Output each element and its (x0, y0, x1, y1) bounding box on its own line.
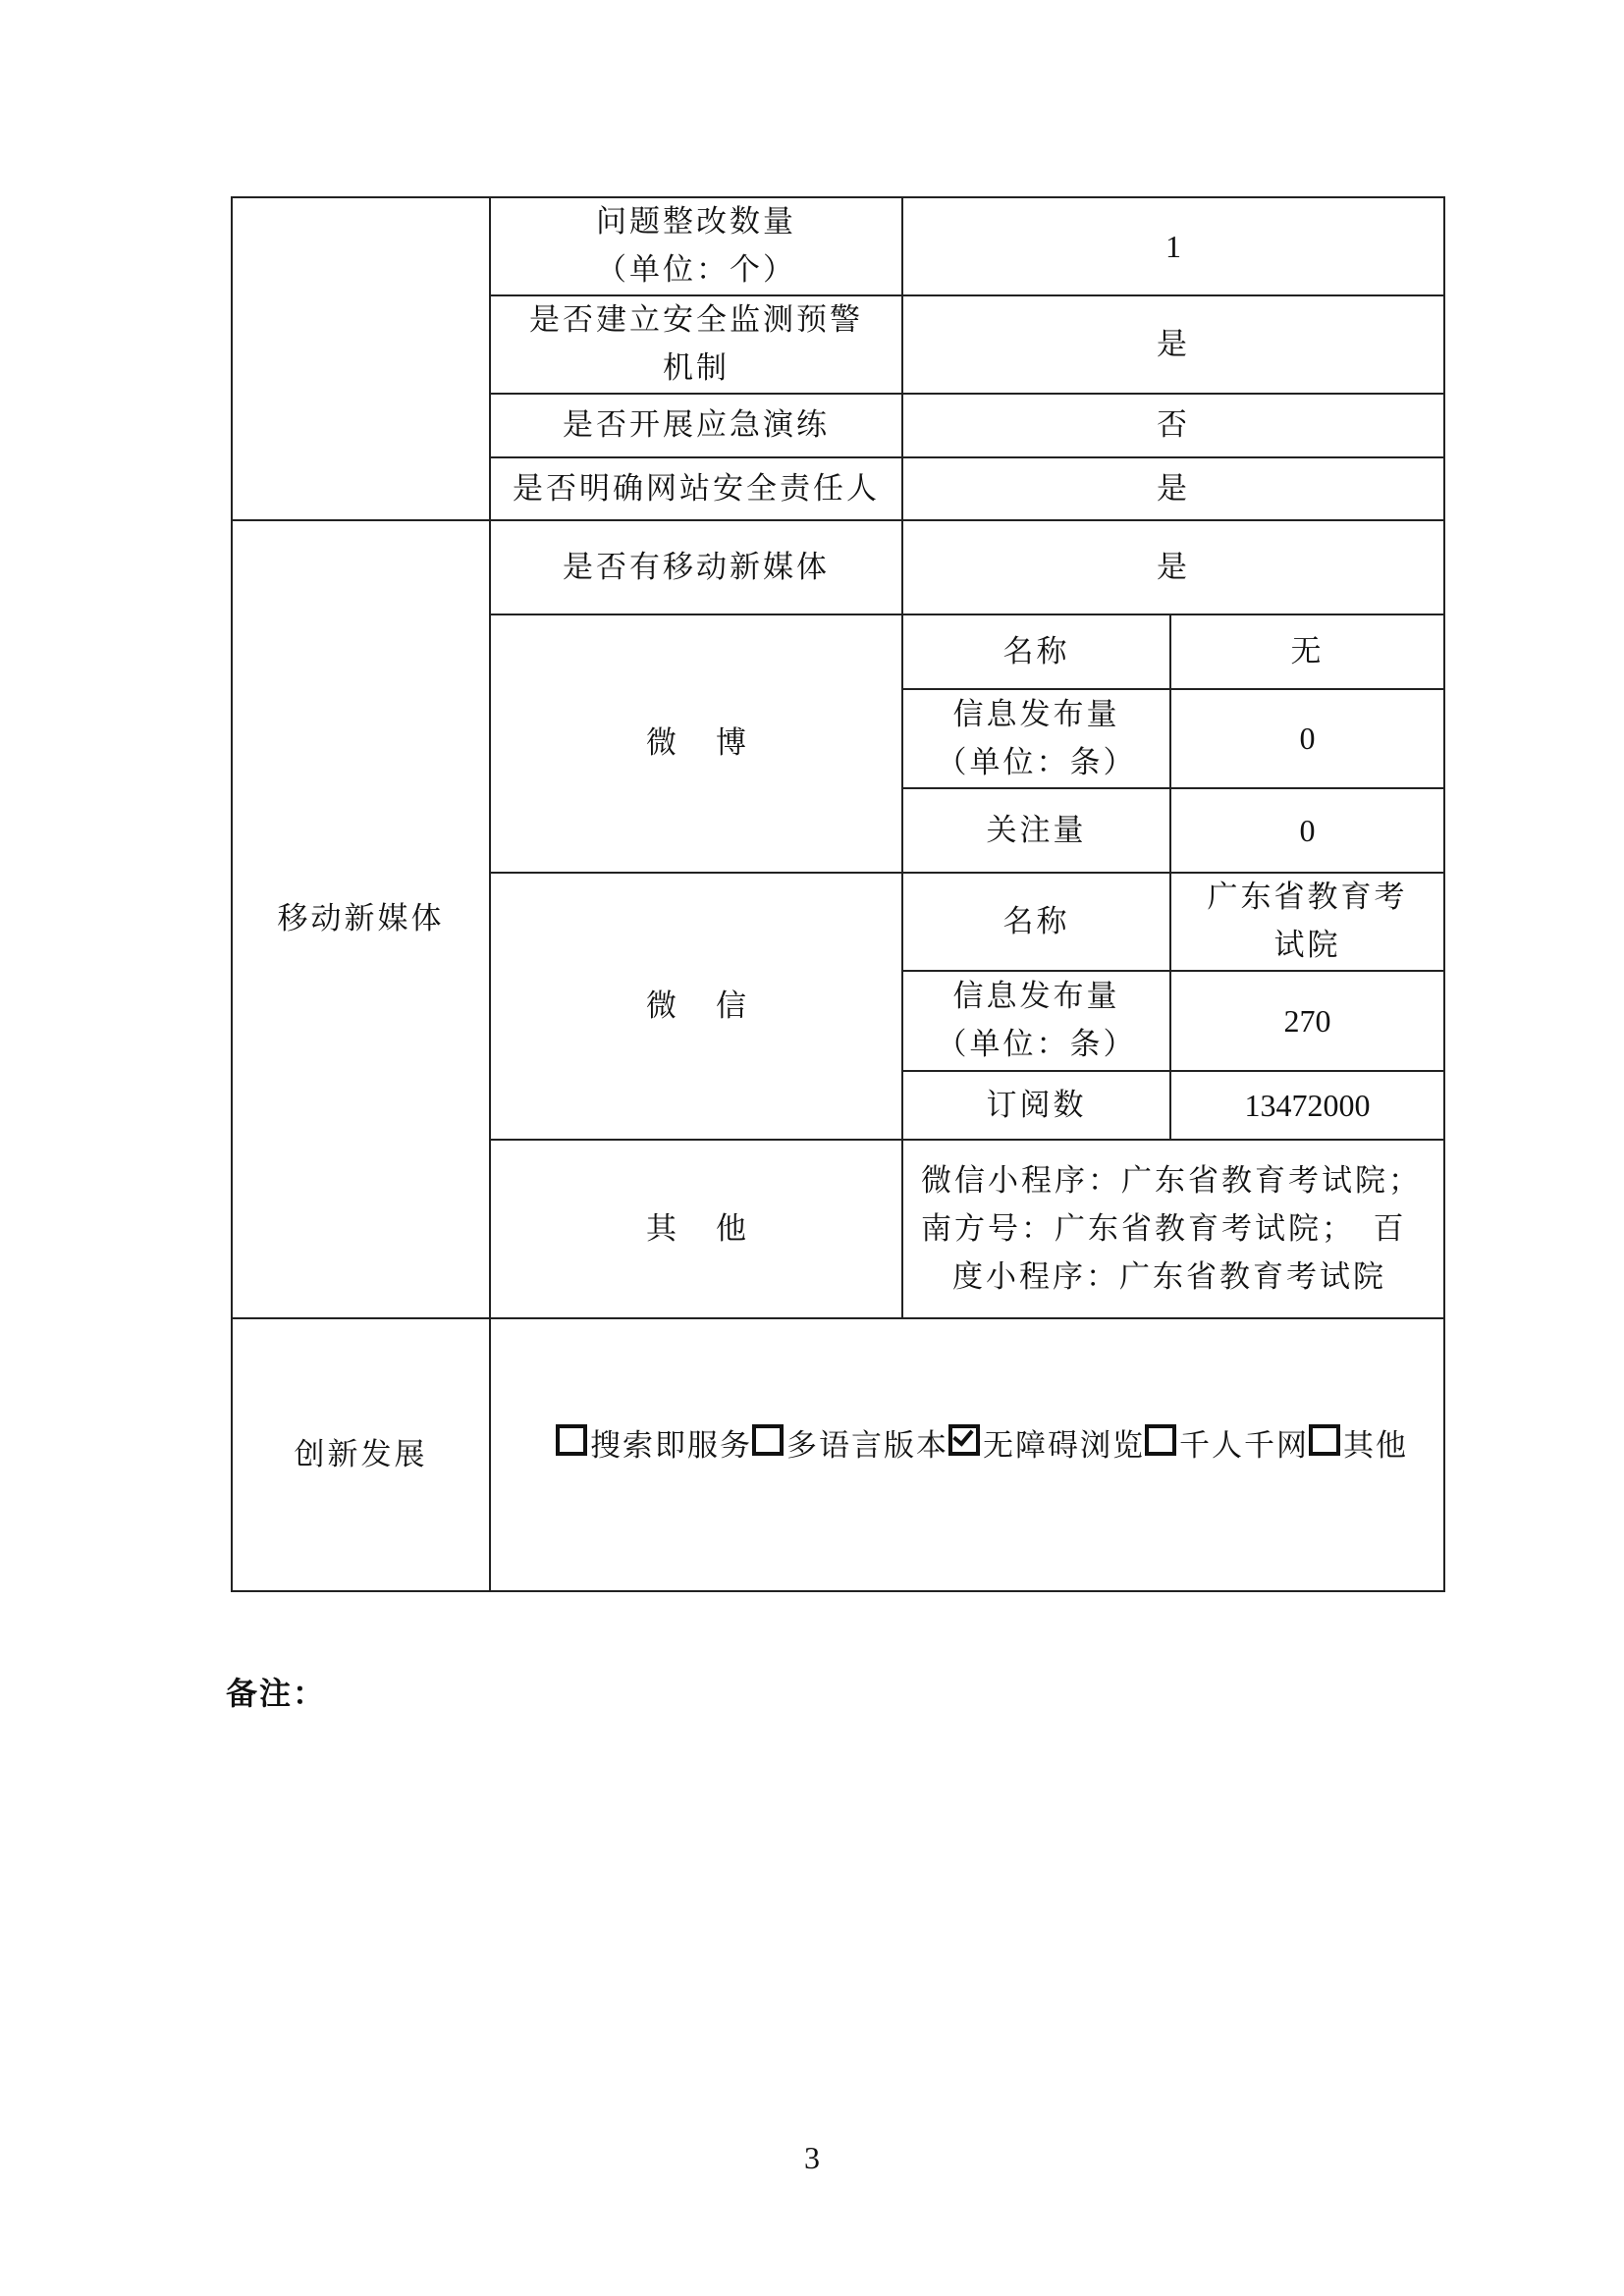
security-row-2-value: 是 (1157, 326, 1190, 362)
option-other[interactable]: 其他 (1309, 1420, 1408, 1465)
option-personalized[interactable]: 千人千网 (1145, 1420, 1309, 1465)
checkbox-checked-icon[interactable] (948, 1424, 980, 1456)
security-row-3-value: 否 (1157, 407, 1190, 443)
checkbox-icon[interactable] (1145, 1424, 1176, 1456)
innovation-category-label: 创新发展 (294, 1436, 428, 1472)
wechat-name-label: 名称 (1002, 903, 1070, 939)
wechat-posts-value: 270 (1283, 1002, 1331, 1039)
wechat-subs-value: 13472000 (1244, 1087, 1371, 1123)
weibo-followers-label: 关注量 (986, 812, 1087, 848)
other-value: 微信小程序：广东省教育考试院； 南方号：广东省教育考试院； 百 度小程序：广东省教育考试院 (921, 1162, 1422, 1295)
remark-label: 备注： (226, 1675, 327, 1712)
weibo-label: 微博 (646, 725, 785, 761)
wechat-subs-label: 订阅数 (986, 1087, 1087, 1123)
page-number: 3 (804, 2140, 820, 2175)
option-accessibility[interactable]: 无障碍浏览 (948, 1420, 1145, 1465)
security-row-4-value: 是 (1157, 470, 1190, 507)
weibo-name-label: 名称 (1002, 633, 1070, 669)
security-row-1-value: 1 (1165, 228, 1181, 264)
weibo-posts-value: 0 (1299, 721, 1316, 756)
has-mobile-media-label: 是否有移动新媒体 (563, 549, 830, 585)
checkbox-icon[interactable] (556, 1424, 587, 1456)
option-search-as-service[interactable]: 搜索即服务 (556, 1420, 752, 1465)
wechat-posts-label: 信息发布量 （单位：条） (936, 979, 1137, 1062)
other-label: 其他 (646, 1210, 785, 1247)
innovation-options (556, 1420, 1408, 1465)
mobile-category-label: 移动新媒体 (277, 901, 445, 936)
security-row-4-label: 是否明确网站安全责任人 (513, 470, 880, 507)
wechat-name-value: 广东省教育考 试院 (1207, 880, 1408, 963)
wechat-label: 微信 (646, 988, 785, 1024)
weibo-posts-label: 信息发布量 （单位：条） (936, 696, 1137, 780)
weibo-followers-value: 0 (1299, 812, 1316, 848)
checkbox-icon[interactable] (752, 1424, 784, 1456)
weibo-name-value: 无 (1290, 633, 1325, 669)
security-row-2-label: 是否建立安全监测预警 机制 (529, 302, 863, 386)
option-multilingual[interactable]: 多语言版本 (752, 1420, 948, 1465)
security-row-3-label: 是否开展应急演练 (563, 407, 830, 443)
security-row-1-label: 问题整改数量 （单位：个） (596, 204, 796, 288)
has-mobile-media-value: 是 (1157, 549, 1190, 585)
checkbox-icon[interactable] (1309, 1424, 1340, 1456)
